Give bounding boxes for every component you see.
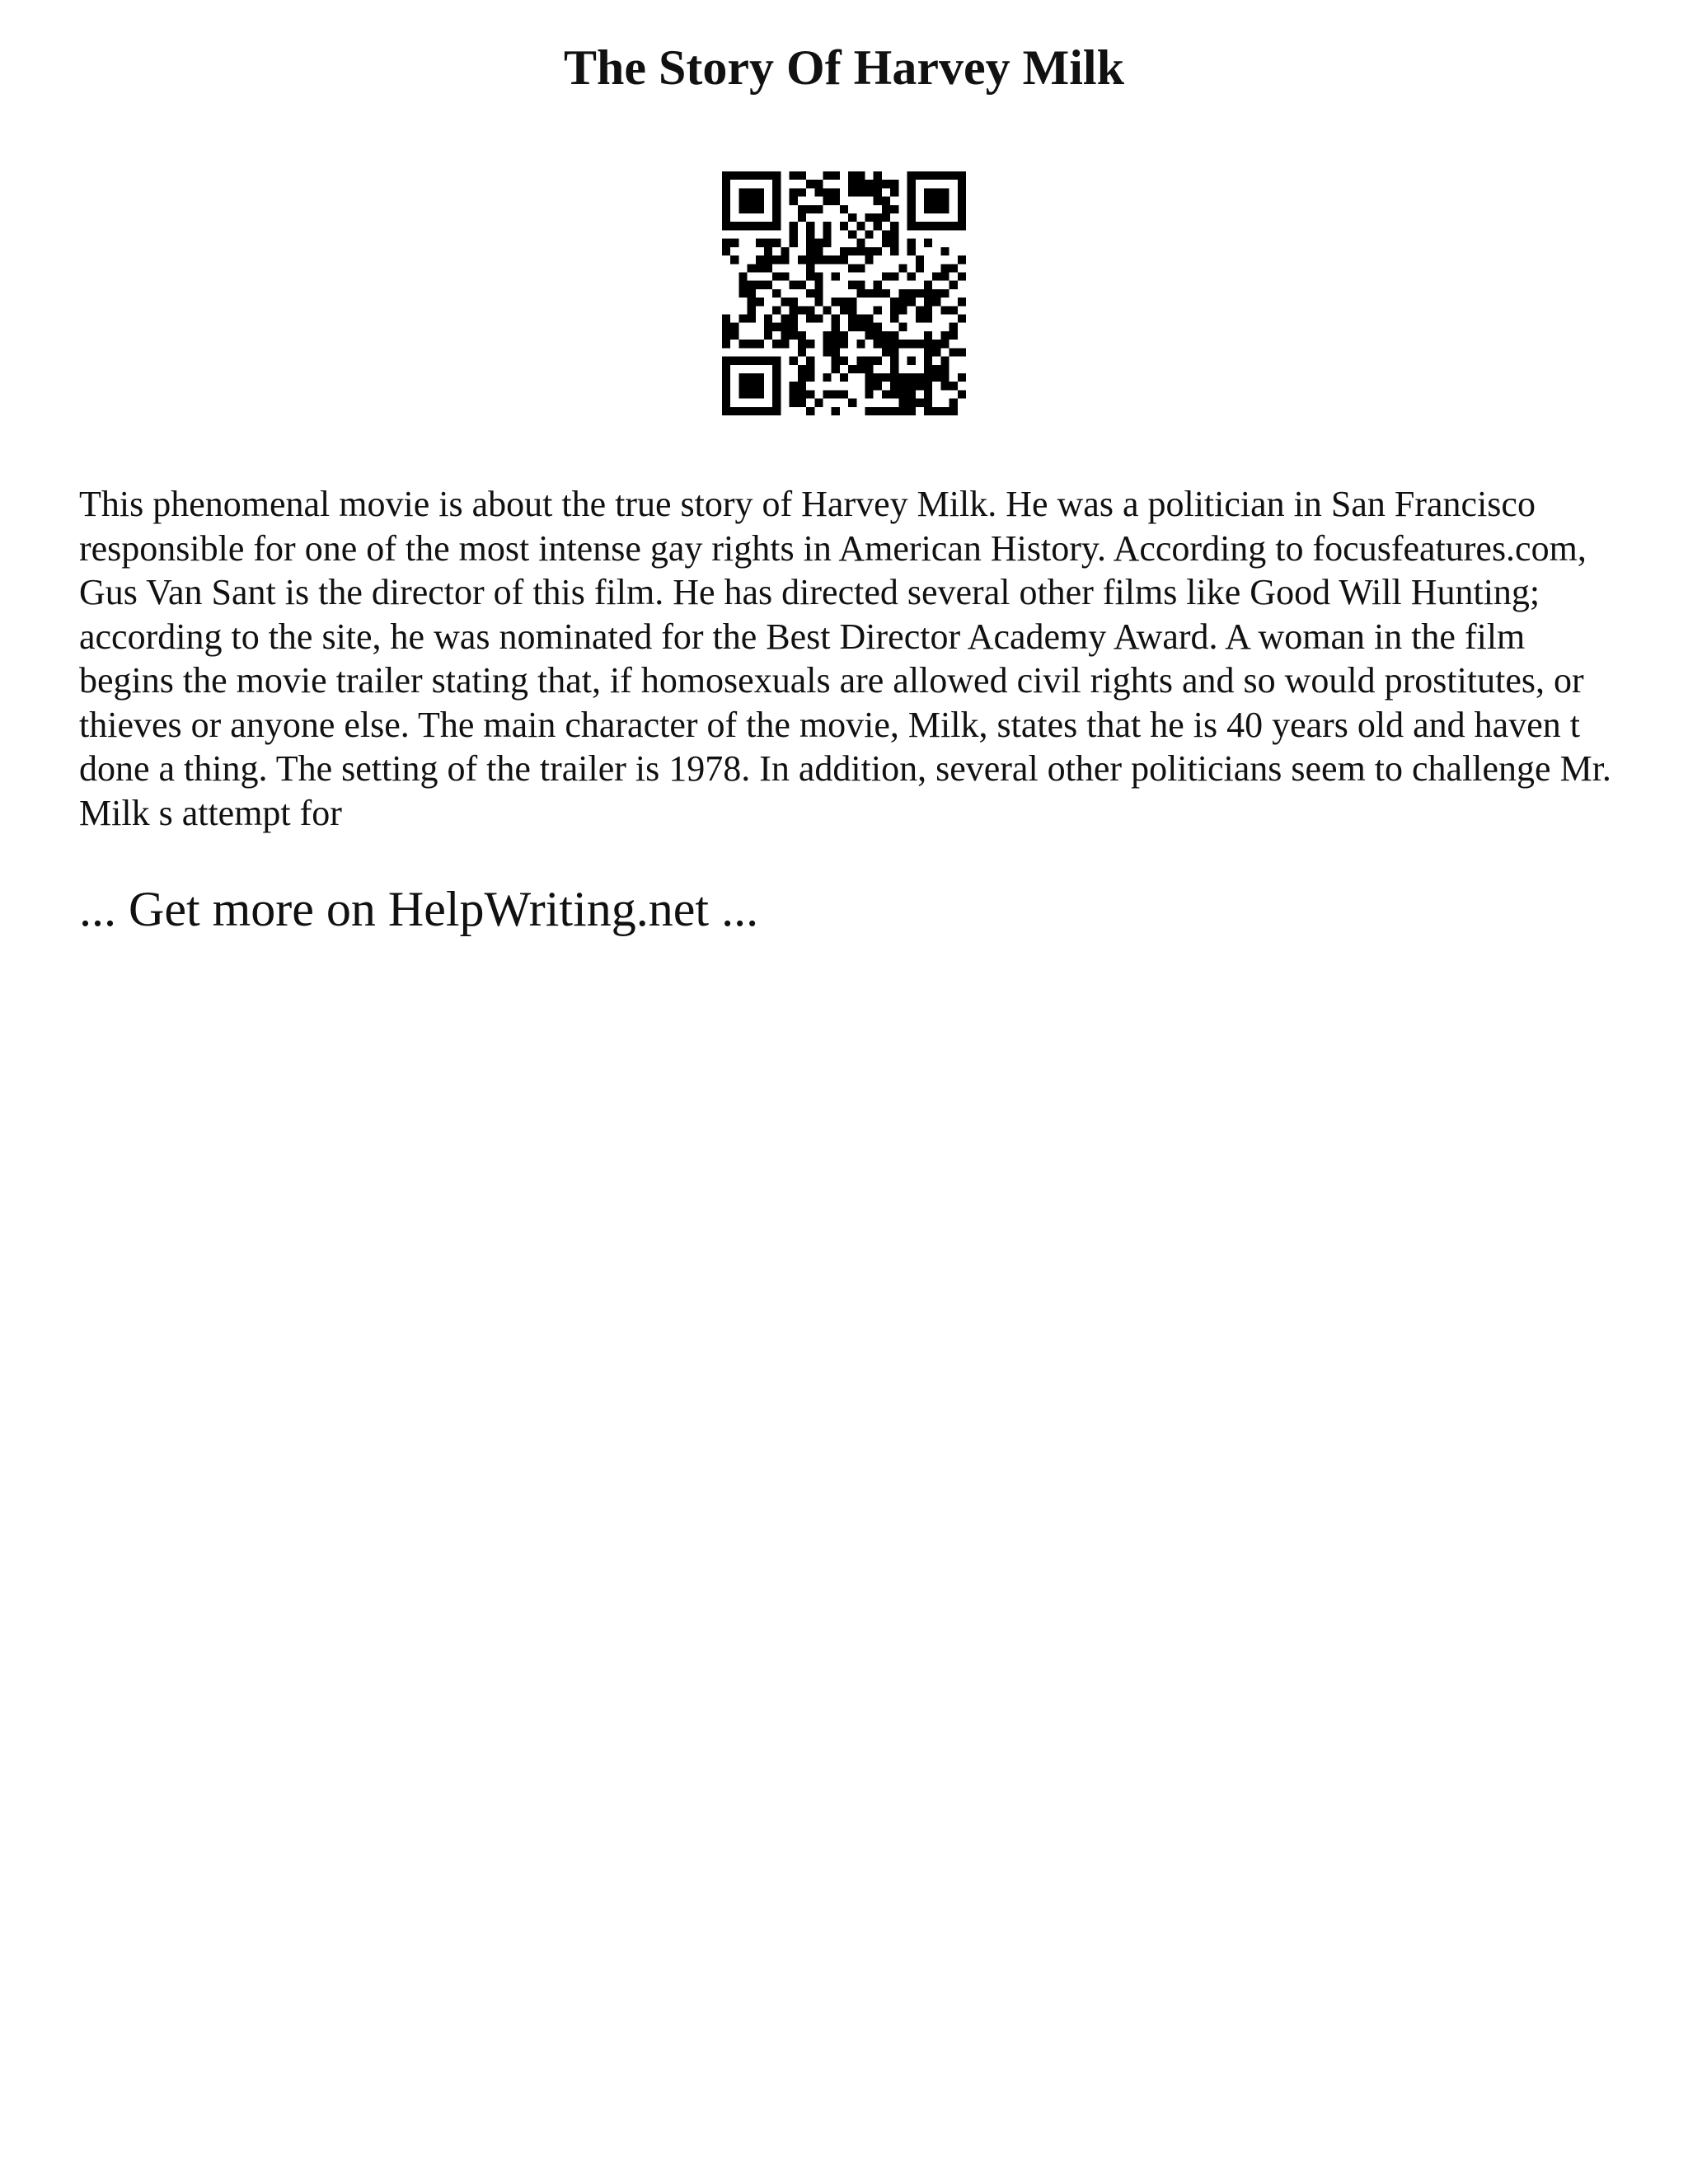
qr-code-icon[interactable] — [722, 171, 966, 415]
body-paragraph: This phenomenal movie is about the true story of Harvey Milk. He was a politician in San Francisco responsible for one of the most intense gay rights in American History. According to focusfeatures.com, Gus Van Sant is the director of this film. He has directed several other films like Good Will Hunting; according to the site, he was nominated for the Best Director Academy Award. A woman in the film begins the movie trailer stating that, if homosexuals are allowed civil rights and so would prostitutes, or thieves or anyone else. The main character of the movie, Milk, states that he is 40 years old and haven t done a thing. The setting of the trailer is 1978. In addition, several other politicians seem to challenge Mr. Milk s attempt for — [79, 484, 1611, 833]
get-more-link[interactable]: ... Get more on HelpWriting.net ... — [79, 882, 759, 936]
page-title: The Story Of Harvey Milk — [564, 40, 1124, 95]
